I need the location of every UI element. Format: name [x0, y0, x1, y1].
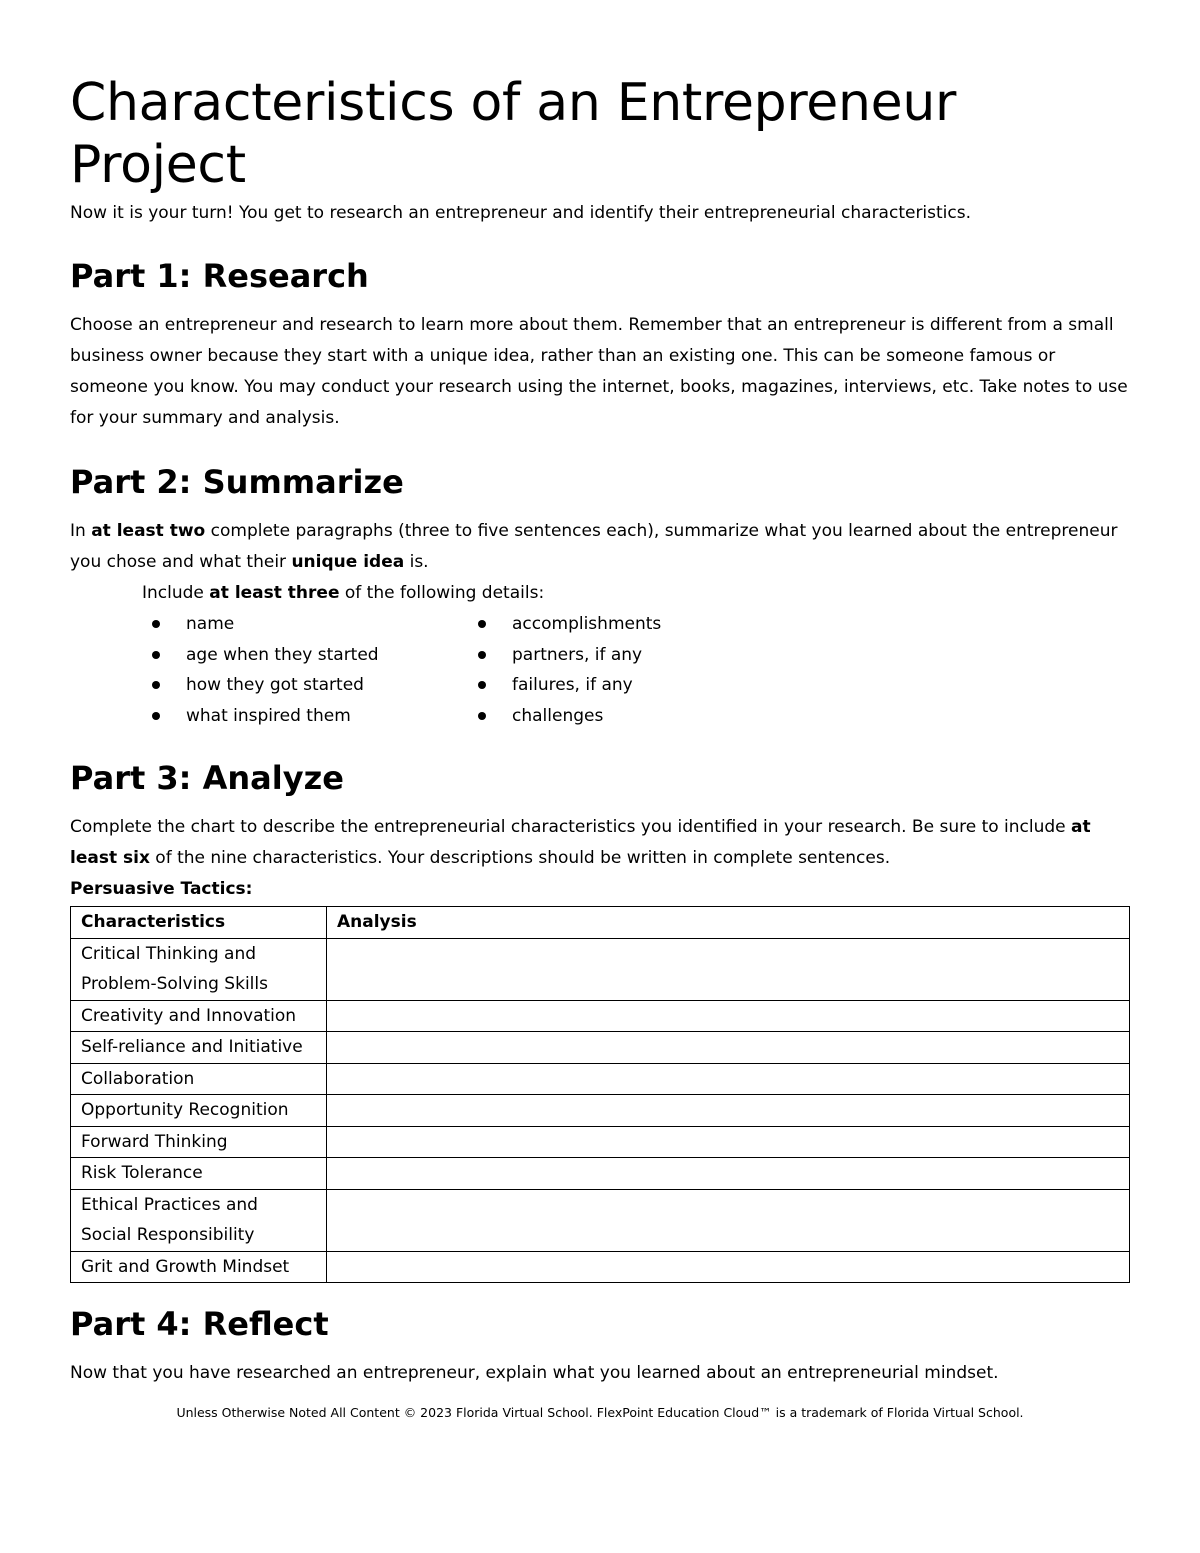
detail-label: name [186, 614, 235, 634]
part2-text-b: complete paragraphs (three to five sentences each), summarize what you learned about the entrepreneur you chose and what their [70, 521, 1118, 572]
table-row [71, 1189, 1130, 1251]
table-row [71, 1095, 1130, 1127]
table-row [71, 1158, 1130, 1190]
analysis-cell[interactable] [327, 938, 1130, 1000]
analysis-cell[interactable] [327, 1158, 1130, 1190]
part3-heading: Part 3: Analyze [70, 759, 344, 797]
detail-label: age when they started [186, 644, 379, 665]
table-row [71, 1063, 1130, 1095]
detail-label: what inspired them [186, 705, 351, 726]
bullet-icon [478, 712, 486, 720]
characteristic-cell [71, 1063, 327, 1095]
detail-label: partners, if any [512, 644, 643, 665]
detail-label: how they got started [186, 675, 364, 695]
part2-text-c: is. [404, 552, 429, 572]
characteristic-label: Grit and Growth Mindset [81, 1256, 290, 1277]
analysis-cell[interactable] [327, 1095, 1130, 1127]
characteristic-cell [71, 1251, 327, 1283]
part4-section [70, 1304, 1130, 1389]
characteristic-label: Opportunity Recognition [81, 1100, 289, 1120]
bullet-icon [478, 620, 486, 628]
part3-text-b: of the nine characteristics. Your descriptions should be written in complete sentences. [149, 848, 891, 868]
document-page [70, 0, 1130, 1383]
part3-text [70, 812, 1130, 874]
list-item [150, 640, 476, 671]
bullet-icon [152, 712, 160, 720]
part2-text-a: In [70, 521, 92, 541]
table-row [71, 1126, 1130, 1158]
table-row [71, 938, 1130, 1000]
characteristic-cell [71, 1126, 327, 1158]
part2-heading: Part 2: Summarize [70, 463, 404, 501]
characteristic-label: Collaboration [81, 1068, 195, 1089]
list-item [476, 670, 661, 701]
analysis-cell[interactable] [327, 1032, 1130, 1064]
bullet-icon [152, 651, 160, 659]
details-list-left [150, 609, 476, 731]
characteristic-cell [71, 1032, 327, 1064]
intro-text: Now it is your turn! You get to research an entrepreneur and identify their entrepreneurial characteristics. [70, 203, 972, 223]
characteristic-cell [71, 1095, 327, 1127]
list-item [150, 609, 476, 640]
table-header-row [71, 907, 1130, 939]
characteristic-label: Ethical Practices and [81, 1194, 258, 1215]
characteristic-label: Critical Thinking and [81, 943, 257, 964]
column-header-characteristics: Characteristics [71, 907, 327, 939]
characteristic-cell [71, 938, 327, 1000]
table-row [71, 1000, 1130, 1032]
analysis-cell[interactable] [327, 1126, 1130, 1158]
part2-bold-b: unique idea [291, 552, 405, 572]
include-instruction [142, 578, 1130, 609]
part4-text: Now that you have researched an entrepreneur, explain what you learned about an entrepreneurial mindset. [70, 1363, 999, 1383]
characteristic-label: Self-reliance and Initiative [81, 1037, 303, 1057]
bullet-icon [152, 681, 160, 689]
analysis-cell[interactable] [327, 1189, 1130, 1251]
bullet-icon [478, 681, 486, 689]
tactics-label: Persuasive Tactics: [70, 879, 253, 899]
details-list-right [476, 609, 661, 731]
column-header-analysis: Analysis [327, 907, 1130, 939]
part2-section [70, 462, 1130, 731]
list-item [476, 609, 661, 640]
copyright-footer: Unless Otherwise Noted All Content © 2023 Florida Virtual School. FlexPoint Education Cloud™ is a trademark of Florida Virtual School. [176, 1405, 1024, 1420]
part1-section [70, 256, 1130, 434]
characteristic-cell [71, 1000, 327, 1032]
characteristic-label: Problem-Solving Skills [81, 974, 268, 994]
list-item [150, 670, 476, 701]
part2-text [70, 516, 1130, 578]
details-list [70, 609, 1130, 731]
part2-bold-a: at least two [91, 521, 206, 541]
part3-section [70, 758, 1130, 1283]
bullet-icon [152, 620, 160, 628]
detail-label: accomplishments [512, 614, 662, 634]
page-title: Characteristics of an Entrepreneur Project [70, 73, 957, 195]
characteristic-cell [71, 1158, 327, 1190]
list-item [476, 701, 661, 732]
detail-label: challenges [512, 705, 604, 726]
part4-heading: Part 4: Reflect [70, 1305, 329, 1343]
table-row [71, 1251, 1130, 1283]
include-bold: at least three [209, 583, 340, 603]
characteristics-table [70, 906, 1130, 1283]
include-text-b: of the following details: [339, 583, 545, 603]
table-body [71, 938, 1130, 1283]
characteristic-label: Creativity and Innovation [81, 1005, 297, 1026]
characteristic-label: Risk Tolerance [81, 1163, 203, 1183]
part3-bold-a: at least six [70, 817, 1091, 868]
analysis-cell[interactable] [327, 1000, 1130, 1032]
analysis-cell[interactable] [327, 1063, 1130, 1095]
analysis-cell[interactable] [327, 1251, 1130, 1283]
list-item [150, 701, 476, 732]
bullet-icon [478, 651, 486, 659]
detail-label: failures, if any [512, 675, 633, 695]
list-item [476, 640, 661, 671]
include-text-a: Include [142, 583, 210, 603]
table-row [71, 1032, 1130, 1064]
part1-text: Choose an entrepreneur and research to learn more about them. Remember that an entrepreneur is different from a small business owner because they start with a unique idea, rather than an existing one. This can be someone famous or someone you know. You may conduct your research using the internet, books, magazines, interviews, etc. Take notes to use for your summary and analysis. [70, 315, 1128, 428]
characteristic-cell [71, 1189, 327, 1251]
characteristic-label: Forward Thinking [81, 1131, 228, 1152]
part1-heading: Part 1: Research [70, 257, 369, 295]
part3-text-a: Complete the chart to describe the entrepreneurial characteristics you identified in your research. Be sure to include [70, 817, 1072, 837]
characteristic-label: Social Responsibility [81, 1225, 255, 1245]
